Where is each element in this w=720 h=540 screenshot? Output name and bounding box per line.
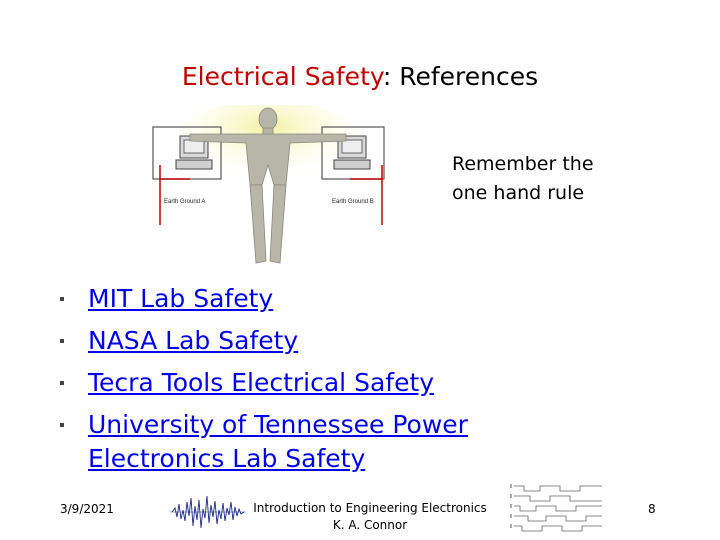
figure-label-right: Earth Ground B — [332, 199, 374, 205]
one-hand-rule-illustration — [150, 105, 390, 270]
reference-item — [56, 282, 518, 316]
figure-label-left: Earth Ground A — [164, 199, 206, 205]
slide-title — [0, 62, 720, 91]
reference-item — [56, 324, 518, 358]
digital-timing-graphic — [510, 482, 606, 534]
footer-date: 3/9/2021 — [60, 502, 114, 516]
link-tecra-tools[interactable]: Tecra Tools Electrical Safety — [88, 368, 435, 397]
footer-course — [240, 500, 500, 534]
note-line-2: one hand rule — [452, 182, 585, 204]
link-mit-lab-safety[interactable]: MIT Lab Safety — [88, 284, 274, 313]
reference-item — [56, 408, 518, 476]
reference-item — [56, 366, 518, 400]
page-number: 8 — [648, 502, 656, 516]
waveform-graphic — [170, 490, 246, 536]
link-nasa-lab-safety[interactable]: NASA Lab Safety — [88, 326, 299, 355]
link-utk-power-electronics[interactable]: University of Tennessee Power Electronics Lab Safety — [88, 410, 468, 473]
title-highlight: Electrical Safety — [181, 62, 383, 91]
note-line-1: Remember the — [452, 153, 594, 175]
reference-list — [56, 282, 518, 484]
footer-author: K. A. Connor — [332, 518, 408, 532]
title-suffix: : References — [382, 62, 539, 91]
footer-course-title: Introduction to Engineering Electronics — [253, 501, 487, 515]
one-hand-rule-note — [452, 150, 594, 208]
